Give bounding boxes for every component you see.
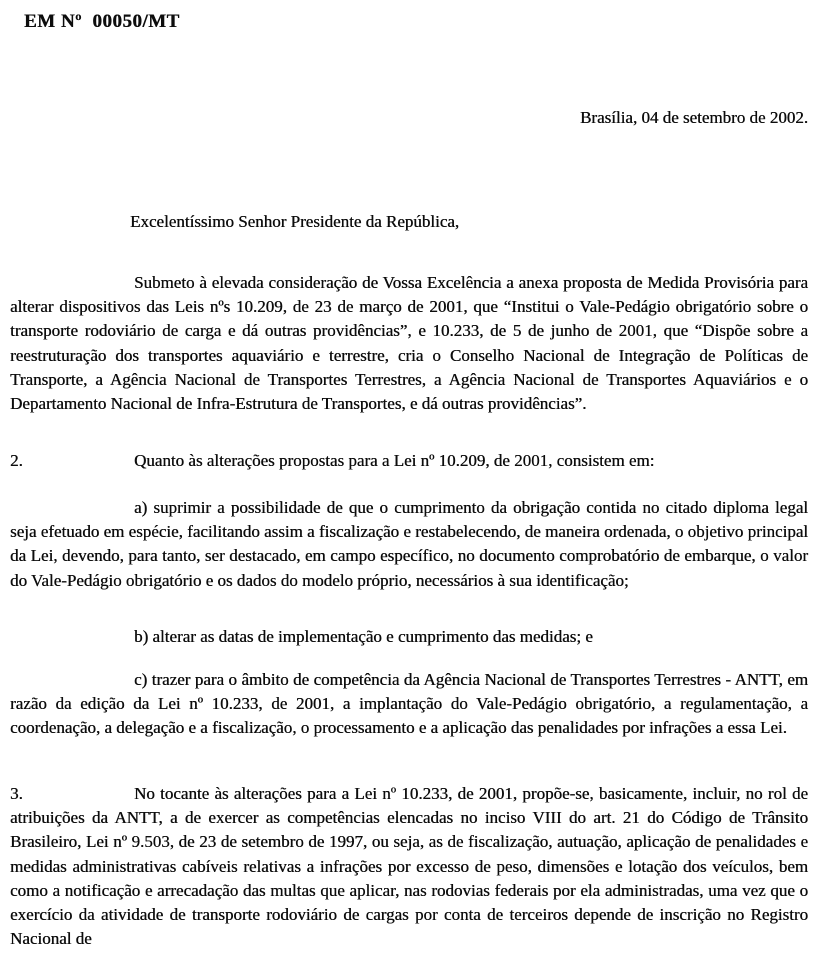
paragraph-3-text: No tocante às alterações para a Lei nº 10.233, de 2001, propõe-se, basicamente, incluir, no rol de atribuições da ANTT, a de exercer as competências elencadas no inciso VIII do art. 21 do Código de Trânsito Brasileiro, Lei nº 9.503, de 23 de setembro de 1997, ou seja, as de fiscalização, autuação, aplicação de penalidades e medidas administrativas cabíveis relativas a infrações por excesso de peso, dimensões e lotação dos veículos, bem como a notificação e arrecadação das multas que aplicar, nas rodovias federais por ela administradas, uma vez que o exercício da atividade de transporte rodoviário de cargas por conta de terceiros depende de inscrição no Registro Nacional de bbox=[10, 784, 808, 949]
document-salutation: Excelentíssimo Senhor Presidente da República, bbox=[130, 212, 460, 231]
document-date-line: Brasília, 04 de setembro de 2002. bbox=[579, 108, 808, 127]
paragraph-item-a: a) suprimir a possibilidade de que o cumprimento da obrigação contida no citado diploma legal seja efetuado em espécie, facilitando assim a fiscalização e restabelecendo, de maneira ordenada, o objetivo principal da Lei, devendo, para tanto, ser destacado, em campo específico, no documento comprobatório de embarque, o valor do Vale-Pedágio obrigatório e os dados do modelo próprio, necessários à sua identificação; bbox=[10, 498, 808, 590]
paragraph-2-text: Quanto às alterações propostas para a Lei nº 10.209, de 2001, consistem em: bbox=[134, 451, 655, 470]
document-reference-number: EM Nº 00050/MT bbox=[24, 11, 180, 32]
paragraph-item-c: c) trazer para o âmbito de competência da Agência Nacional de Transportes Terrestres - ANTT, em razão da edição da Lei nº 10.233, de 2001, a implantação do Vale-Pedágio obrigatório, a regulamentação, a coordenação, a delegação e a fiscalização, o processamento e a aplicação das penalidades por infrações a essa Lei. bbox=[10, 670, 808, 738]
paragraph-item-b: b) alterar as datas de implementação e cumprimento das medidas; e bbox=[134, 627, 593, 646]
paragraph-intro: Submeto à elevada consideração de Vossa Excelência a anexa proposta de Medida Provisória para alterar dispositivos das Leis nºs 10.209, de 23 de março de 2001, que “Institui o Vale-Pedágio obrigatório sobre o transporte rodoviário de carga e dá outras providências”, e 10.233, de 5 de junho de 2001, que “Dispõe sobre a reestruturação dos transportes aquaviário e terrestre, cria o Conselho Nacional de Integração de Políticas de Transporte, a Agência Nacional de Transportes Terrestres, a Agência Nacional de Transportes Aquaviários e o Departamento Nacional de Infra-Estrutura de Transportes, e dá outras providências”. bbox=[10, 273, 808, 414]
paragraph-2 bbox=[10, 449, 808, 473]
paragraph-2-number: 2. bbox=[10, 451, 23, 470]
paragraph-3 bbox=[10, 782, 808, 951]
paragraph-3-number: 3. bbox=[10, 784, 23, 803]
